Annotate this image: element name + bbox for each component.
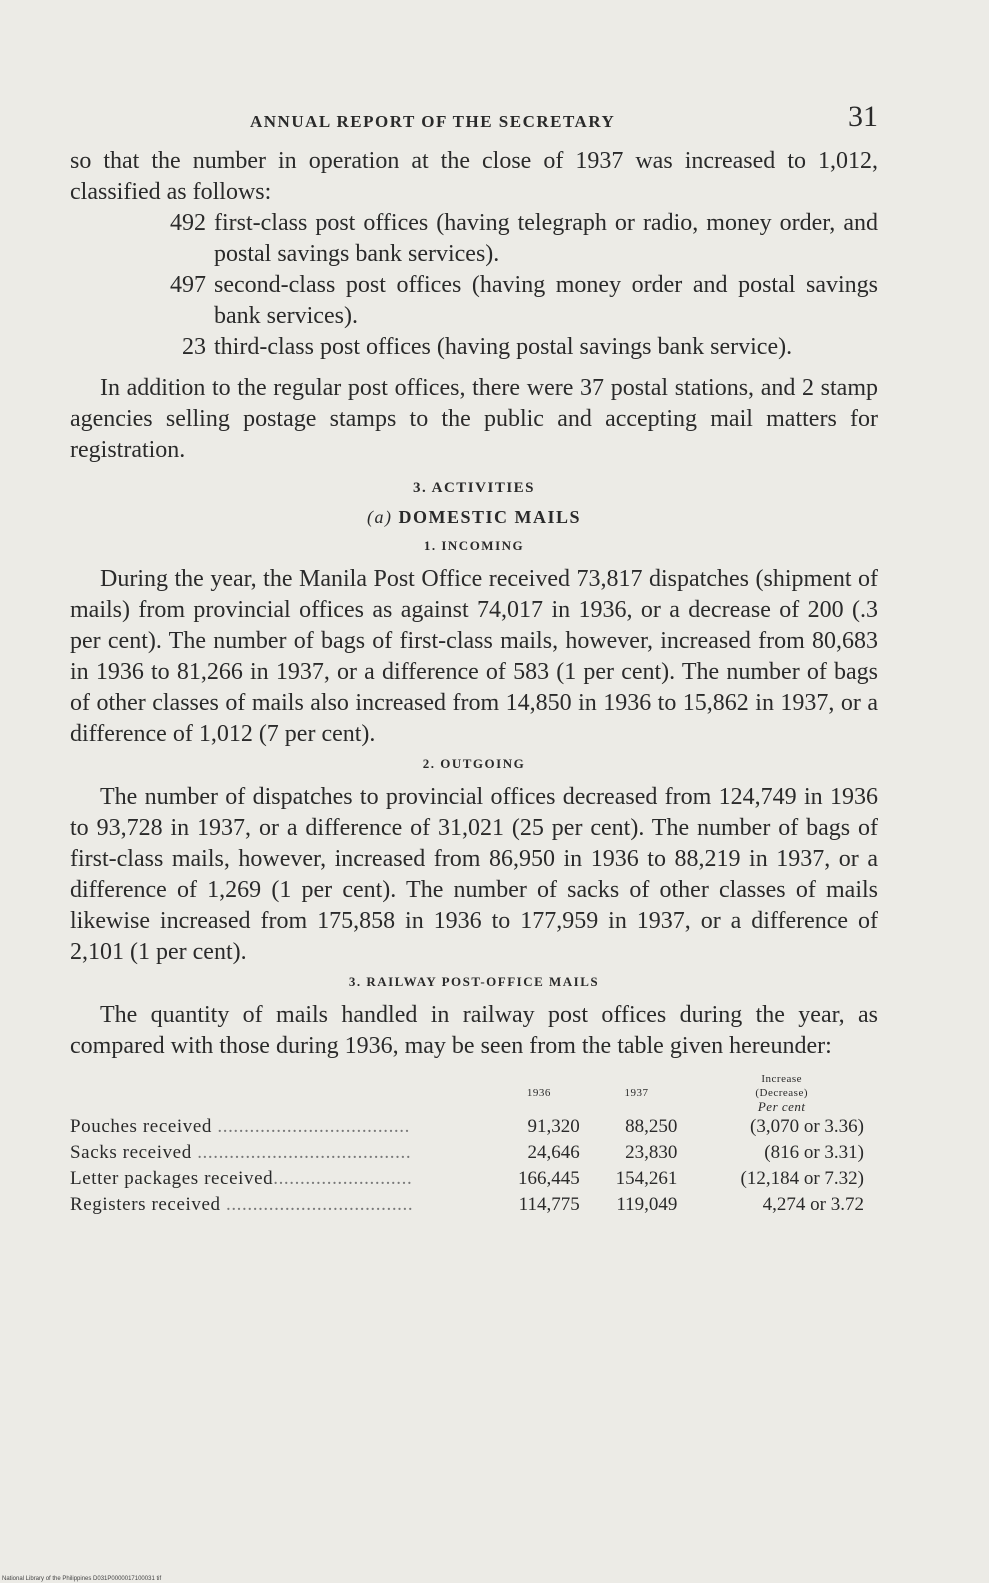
cell-change: (12,184 or 7.32) bbox=[740, 1168, 864, 1189]
addition-paragraph: In addition to the regular post offices, there were 37 postal stations, and 2 stamp agencies selling postage stamps to the public and accepting mail matters for registration. bbox=[70, 375, 878, 463]
class-description: second-class post offices (having money order and postal savings bank services). bbox=[214, 272, 878, 329]
document-page bbox=[70, 100, 878, 1218]
header-increase-line1: Increase bbox=[761, 1073, 803, 1085]
table-row bbox=[70, 1192, 878, 1218]
class-item-first bbox=[70, 208, 878, 270]
subsection-heading bbox=[70, 507, 878, 528]
running-head-title: ANNUAL REPORT OF THE SECRETARY bbox=[250, 112, 616, 131]
intro-paragraph: so that the number in operation at the close of 1937 was increased to 1,012, classified as follows: bbox=[70, 148, 878, 205]
post-office-class-list bbox=[70, 208, 878, 363]
cell-1937: 23,830 bbox=[625, 1142, 678, 1163]
cell-change: 4,274 or 3.72 bbox=[762, 1194, 864, 1215]
running-head bbox=[70, 100, 878, 146]
scan-footer: National Library of the Philippines D031P0000017100031 tif bbox=[2, 1576, 162, 1582]
header-1936: 1936 bbox=[526, 1087, 551, 1099]
outgoing-paragraph: The number of dispatches to provincial offices decreased from 124,749 in 1936 to 93,728 in 1937, or a difference of 31,021 (25 per cent). The number of bags of first-class mails, however, increased from 86,950 in 1936 to 88,219 in 1937, or a difference of 1,269 (1 per cent). The number of sacks of other classes of mails likewise increased from 175,858 in 1936 to 177,959 in 1937, or a difference of 2,101 (1 per cent). bbox=[70, 784, 878, 965]
railway-mails-table bbox=[70, 1072, 878, 1218]
cell-1936: 114,775 bbox=[518, 1194, 580, 1215]
cell-1936: 91,320 bbox=[527, 1116, 580, 1137]
leader-dots: .......................... bbox=[273, 1168, 413, 1189]
cell-1936: 166,445 bbox=[517, 1168, 580, 1189]
header-1937: 1937 bbox=[624, 1087, 649, 1099]
header-percent: Per cent bbox=[757, 1099, 806, 1114]
class-item-third bbox=[70, 332, 878, 363]
railway-paragraph: The quantity of mails handled in railway post offices during the year, as compared with those during 1936, may be seen from the table given hereunder: bbox=[70, 1002, 878, 1059]
leader-dots: .................................... bbox=[217, 1116, 410, 1137]
class-count: 23 bbox=[182, 334, 206, 360]
cell-1937: 154,261 bbox=[615, 1168, 678, 1189]
header-increase bbox=[685, 1072, 878, 1100]
cell-change: (816 or 3.31) bbox=[764, 1142, 864, 1163]
page-number: 31 bbox=[848, 100, 878, 133]
class-description: first-class post offices (having telegraph or radio, money order, and postal savings bank services). bbox=[214, 210, 878, 267]
section-heading: 3. ACTIVITIES bbox=[412, 480, 536, 496]
incoming-heading: 1. INCOMING bbox=[423, 538, 525, 553]
table-subheader-row bbox=[70, 1100, 878, 1114]
class-item-second bbox=[70, 270, 878, 332]
outgoing-heading: 2. OUTGOING bbox=[422, 756, 526, 771]
cell-1937: 88,250 bbox=[625, 1116, 678, 1137]
row-label: Letter packages received bbox=[70, 1168, 274, 1189]
leader-dots: ................................... bbox=[225, 1194, 414, 1215]
cell-1936: 24,646 bbox=[527, 1142, 580, 1163]
class-description: third-class post offices (having postal savings bank service). bbox=[214, 334, 793, 360]
class-count: 492 bbox=[170, 210, 206, 236]
table-row bbox=[70, 1166, 878, 1192]
railway-heading: 3. RAILWAY POST-OFFICE MAILS bbox=[348, 974, 600, 989]
row-label: Pouches received bbox=[70, 1116, 213, 1137]
row-label: Sacks received bbox=[70, 1142, 192, 1163]
subsection-title: DOMESTIC MAILS bbox=[398, 507, 582, 527]
header-increase-line2: (Decrease) bbox=[755, 1087, 809, 1099]
cell-1937: 119,049 bbox=[616, 1194, 678, 1215]
class-count: 497 bbox=[170, 272, 206, 298]
table-header-row bbox=[70, 1072, 878, 1100]
header-blank bbox=[70, 1072, 490, 1100]
incoming-paragraph: During the year, the Manila Post Office received 73,817 dispatches (shipment of mails) from provincial offices as against 74,017 in 1936, or a decrease of 200 (.3 per cent). The number of bags of first-class mails, however, increased from 80,683 in 1936 to 81,266 in 1937, or a difference of 583 (1 per cent). The number of bags of other classes of mails also increased from 14,850 in 1936 to 15,862 in 1937, or a difference of 1,012 (7 per cent). bbox=[70, 566, 878, 747]
subsection-letter: (a) bbox=[366, 507, 393, 527]
leader-dots: ........................................ bbox=[197, 1142, 412, 1163]
cell-change: (3,070 or 3.36) bbox=[750, 1116, 864, 1137]
row-label: Registers received bbox=[70, 1194, 221, 1215]
table-row bbox=[70, 1140, 878, 1166]
table-row bbox=[70, 1114, 878, 1140]
